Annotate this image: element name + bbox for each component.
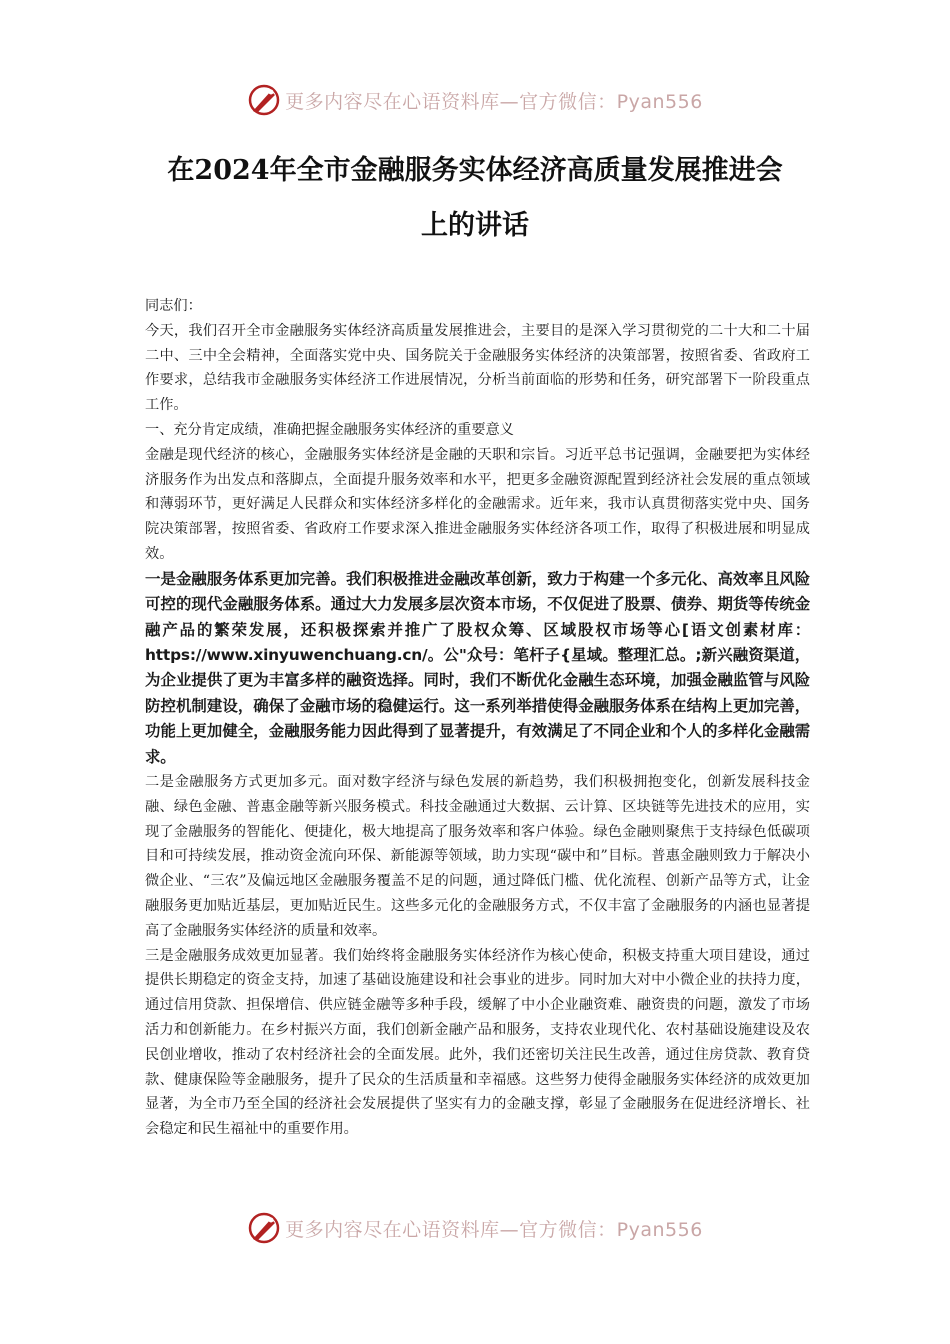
footer-watermark-banner bbox=[0, 1208, 950, 1248]
document-title bbox=[120, 143, 830, 253]
salutation: 同志们： bbox=[145, 298, 202, 314]
watermark-text: 更多内容尽在心语资料库—官方微信：Pyan556 bbox=[285, 1218, 703, 1241]
paragraph-point-2: 二是金融服务方式更加多元。面对数字经济与绿色发展的新趋势，我们积极拥抱变化，创新发展科技金融、绿色金融、普惠金融等新兴服务模式。科技金融通过大数据、云计算、区块链等先进技术的应用，实现了金融服务的智能化、便捷化，极大地提高了服务效率和客户体验。绿色金融则聚焦于支持绿色低碳项目和可持续发展，推动资金流向环保、新能源等领域，助力实现“碳中和”目标。普惠金融则致力于解决小微企业、“三农”及偏远地区金融服务覆盖不足的问题，通过降低门槛、优化流程、创新产品等方式，让金融服务更加贴近基层，更加贴近民生。这些多元化的金融服务方式，不仅丰富了金融服务的内涵也显著提高了金融服务实体经济的质量和效率。 bbox=[145, 774, 810, 939]
paragraph-point-1: 一是金融服务体系更加完善。我们积极推进金融改革创新，致力于构建一个多元化、高效率且风险可控的现代金融服务体系。通过大力发展多层次资本市场，不仅促进了股票、债券、期货等传统金融产品的繁荣发展，还积极探索并推广了股权众筹、区域股权市场等心[语文创素材库：https://www.xinyuwenchuang.cn/。公"众号：笔杆子{星域。整理汇总。;新兴融资渠道，为企业提供了更为丰富多样的融资选择。同时，我们不断优化金融生态环境，加强金融监管与风险防控机制建设，确保了金融市场的稳健运行。这一系列举措使得金融服务体系在结构上更加完善，功能上更加健全，金融服务能力因此得到了显著提升，有效满足了不同企业和个人的多样化金融需求。 bbox=[145, 569, 810, 766]
watermark-text: 更多内容尽在心语资料库—官方微信：Pyan556 bbox=[285, 90, 703, 113]
document-body bbox=[145, 294, 810, 1142]
intro-paragraph: 今天，我们召开全市金融服务实体经济高质量发展推进会，主要目的是深入学习贯彻党的二十大和二十届二中、三中全会精神，全面落实党中央、国务院关于金融服务实体经济的决策部署，按照省委、省政府工作要求，总结我市金融服务实体经济工作进展情况，分析当前面临的形势和任务，研究部署下一阶段重点工作。 bbox=[145, 322, 810, 414]
pen-logo-icon bbox=[247, 1211, 281, 1245]
header-watermark-banner bbox=[0, 80, 950, 120]
title-line-2: 上的讲话 bbox=[421, 210, 529, 241]
title-line-1: 在2024年全市金融服务实体经济高质量发展推进会 bbox=[167, 155, 783, 186]
paragraph-point-3: 三是金融服务成效更加显著。我们始终将金融服务实体经济作为核心使命，积极支持重大项目建设，通过提供长期稳定的资金支持，加速了基础设施建设和社会事业的进步。同时加大对中小微企业的扶持力度，通过信用贷款、担保增信、供应链金融等多种手段，缓解了中小企业融资难、融资贵的问题，激发了市场活力和创新能力。在乡村振兴方面，我们创新金融产品和服务，支持农业现代化、农村基础设施建设及农民创业增收，推动了农村经济社会的全面发展。此外，我们还密切关注民生改善，通过住房贷款、教育贷款、健康保险等金融服务，提升了民众的生活质量和幸福感。这些努力使得金融服务实体经济的成效更加显著，为全市乃至全国的经济社会发展提供了坚实有力的金融支撑，彰显了金融服务在促进经济增长、社会稳定和民生福祉中的重要作用。 bbox=[145, 947, 810, 1138]
paragraph-significance: 金融是现代经济的核心，金融服务实体经济是金融的天职和宗旨。习近平总书记强调，金融要把为实体经济服务作为出发点和落脚点，全面提升服务效率和水平，把更多金融资源配置到经济社会发展的重点领域和薄弱环节，更好满足人民群众和实体经济多样化的金融需求。近年来，我市认真贯彻落实党中央、国务院决策部署，按照省委、省政府工作要求深入推进金融服务实体经济各项工作，取得了积极进展和明显成效。 bbox=[145, 446, 810, 562]
section-heading-1: 一、充分肯定成绩，准确把握金融服务实体经济的重要意义 bbox=[145, 421, 514, 438]
pen-logo-icon bbox=[247, 83, 281, 117]
